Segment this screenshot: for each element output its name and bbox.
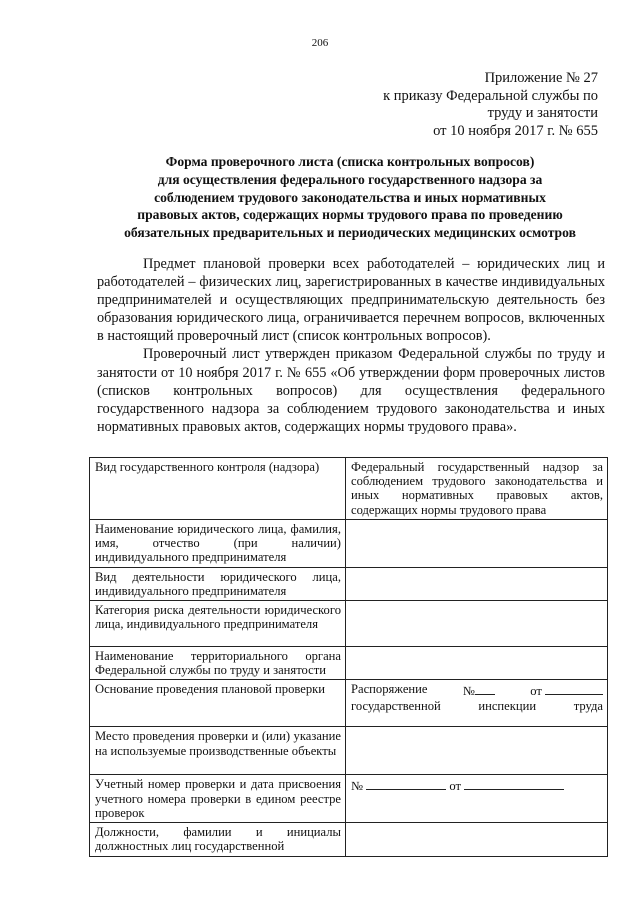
row-label-risk-category: Категория риска деятельности юридического лица, индивидуального предпринимателя bbox=[90, 601, 346, 647]
table-row bbox=[90, 775, 608, 823]
row-value-inspection-place[interactable] bbox=[346, 727, 608, 775]
table-row bbox=[90, 647, 608, 680]
row-value-entity-name[interactable] bbox=[346, 520, 608, 568]
row-value-risk-category[interactable] bbox=[346, 601, 608, 647]
row-label-control-type: Вид государственного контроля (надзора) bbox=[90, 458, 346, 520]
intro-paragraph-2: Проверочный лист утвержден приказом Федеральной службы по труду и занятости от 10 ноября 2017 г. № 655 «Об утверждении форм проверочных листов (списков контрольных вопросов) для осуществления федерального государственного надзора за соблюдением трудового законодательства и иных нормативных правовых актов, содержащих нормы трудового права». bbox=[97, 346, 605, 435]
title-line-1: Форма проверочного листа (списка контрольных вопросов) bbox=[165, 154, 535, 169]
table-row bbox=[90, 520, 608, 568]
order-number bbox=[463, 682, 495, 698]
table-row bbox=[90, 727, 608, 775]
order-number-blank[interactable] bbox=[475, 682, 495, 695]
row-value-control-type: Федеральный государственный надзор за соблюдением трудового законодательства и иных нормативных правовых актов, содержащих нормы трудового права bbox=[346, 458, 608, 520]
row-label-entity-name: Наименование юридического лица, фамилия, имя, отчество (при наличии) индивидуального предпринимателя bbox=[90, 520, 346, 568]
appendix-line-1: Приложение № 27 bbox=[484, 70, 598, 86]
order-line-1 bbox=[351, 682, 603, 698]
title-line-5: обязательных предварительных и периодических медицинских осмотров bbox=[124, 225, 576, 241]
appendix-line-3: труду и занятости bbox=[487, 105, 598, 121]
form-title bbox=[84, 153, 616, 242]
row-label-inspection-basis: Основание проведения плановой проверки bbox=[90, 680, 346, 727]
table-row bbox=[90, 567, 608, 600]
registration-number-blank[interactable] bbox=[366, 777, 446, 790]
row-label-territorial-body: Наименование территориального органа Федеральной службы по труду и занятости bbox=[90, 647, 346, 680]
row-value-officials[interactable] bbox=[346, 823, 608, 857]
appendix-line-2: к приказу Федеральной службы по bbox=[383, 87, 598, 104]
row-value-territorial-body[interactable] bbox=[346, 647, 608, 680]
row-label-registration-number: Учетный номер проверки и дата присвоения учетного номера проверки в едином реестре проверок bbox=[90, 775, 346, 823]
title-line-2: для осуществления федерального государственного надзора за bbox=[157, 171, 543, 187]
intro-text bbox=[97, 255, 605, 436]
table-row bbox=[90, 458, 608, 520]
title-line-3: соблюдением трудового законодательства и иных нормативных bbox=[154, 189, 546, 205]
row-label-officials: Должности, фамилии и инициалы должностных лиц государственной bbox=[90, 823, 346, 857]
appendix-line-4: от 10 ноября 2017 г. № 655 bbox=[433, 122, 598, 139]
table-row bbox=[90, 823, 608, 857]
intro-paragraph-1: Предмет плановой проверки всех работодателей – юридических лиц и работодателей – физических лиц, зарегистрированных в качестве индивидуальных предпринимателей и осуществляющих предпринимательскую деятельность без образования юридического лица, ограничивается перечнем вопросов, включенных в настоящий проверочный лист (список контрольных вопросов). bbox=[97, 256, 605, 345]
row-value-inspection-basis bbox=[346, 680, 608, 727]
registration-date-blank[interactable] bbox=[464, 777, 564, 790]
order-number-sign: № bbox=[462, 684, 475, 699]
row-value-activity-type[interactable] bbox=[346, 567, 608, 600]
registration-number-sign: № bbox=[351, 779, 364, 794]
order-date bbox=[530, 682, 603, 698]
order-from-label: от bbox=[530, 684, 542, 699]
order-date-blank[interactable] bbox=[545, 682, 603, 695]
checklist-table bbox=[89, 457, 608, 857]
table-row bbox=[90, 601, 608, 647]
order-word: Распоряжение bbox=[351, 682, 428, 697]
registration-from-label: от bbox=[449, 779, 461, 794]
title-line-4: правовых актов, содержащих нормы трудового права по проведению bbox=[137, 207, 563, 223]
page-number: 206 bbox=[311, 37, 329, 49]
appendix-header bbox=[383, 70, 598, 140]
row-value-registration-number bbox=[346, 775, 608, 823]
table-row bbox=[90, 680, 608, 727]
row-label-inspection-place: Место проведения проверки и (или) указание на используемые производственные объекты bbox=[90, 727, 346, 775]
order-line-2: государственной инспекции труда bbox=[351, 698, 603, 713]
row-label-activity-type: Вид деятельности юридического лица, индивидуального предпринимателя bbox=[90, 567, 346, 600]
